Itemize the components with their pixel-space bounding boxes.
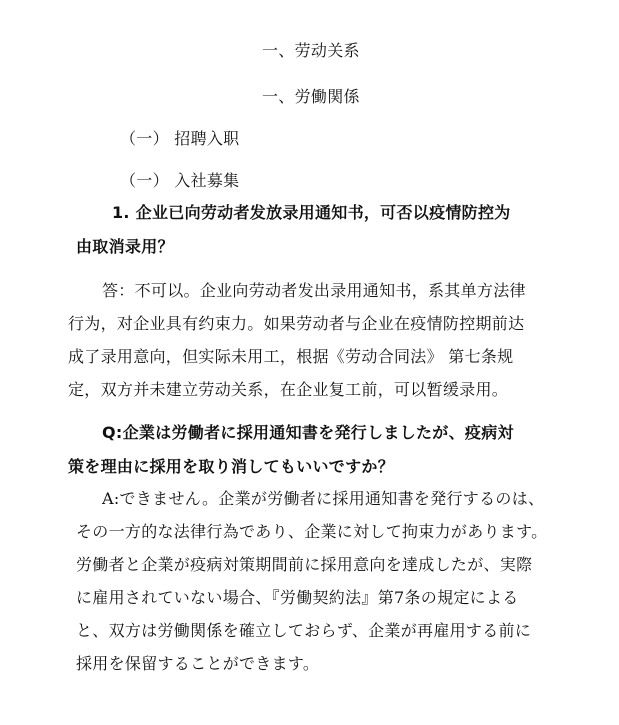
- cn-question-line-1: 1. 企业已向劳动者发放录用通知书，可否以疫情防控为: [112, 203, 511, 222]
- jp-answer-line-4: に雇用されていない場合、『労働契約法』第7条の規定による: [76, 588, 519, 607]
- cn-answer-line-1: 答：不可以。企业向劳动者发出录用通知书，系其单方法律: [102, 281, 526, 300]
- cn-subsection-heading: （一） 招聘入职: [120, 129, 240, 148]
- cn-answer-line-2: 行为，对企业具有约束力。如果劳动者与企业在疫情防控期前达: [68, 314, 525, 333]
- jp-question-line-2: 策を理由に採用を取り消してもいいですか？: [68, 457, 395, 476]
- jp-section-heading: 一、労働関係: [262, 87, 360, 106]
- jp-answer-line-3: 労働者と企業が疫病対策期間前に採用意向を達成したが、実際: [76, 555, 533, 574]
- jp-answer-line-5: と、双方は労働関係を確立しておらず、企業が再雇用する前に: [76, 621, 532, 640]
- cn-answer-line-3: 成了录用意向，但实际未用工，根据《劳动合同法》 第七条规: [68, 347, 514, 366]
- jp-question-line-1: Q:企業は労働者に採用通知書を発行しましたが、疫病対: [102, 423, 514, 442]
- jp-answer-line-2: その一方的な法律行為であり、企業に対して拘束力があります。: [76, 522, 548, 541]
- cn-answer-line-4: 定，双方并未建立劳动关系，在企业复工前，可以暂缓录用。: [68, 380, 509, 399]
- jp-answer-line-1: A:できません。企業が労働者に採用通知書を発行するのは、: [102, 489, 545, 508]
- cn-section-heading: 一、劳动关系: [262, 41, 360, 60]
- jp-answer-line-6: 採用を保留することができます。: [76, 654, 320, 673]
- jp-subsection-heading: （一） 入社募集: [120, 171, 240, 190]
- cn-question-line-2: 由取消录用？: [76, 237, 174, 256]
